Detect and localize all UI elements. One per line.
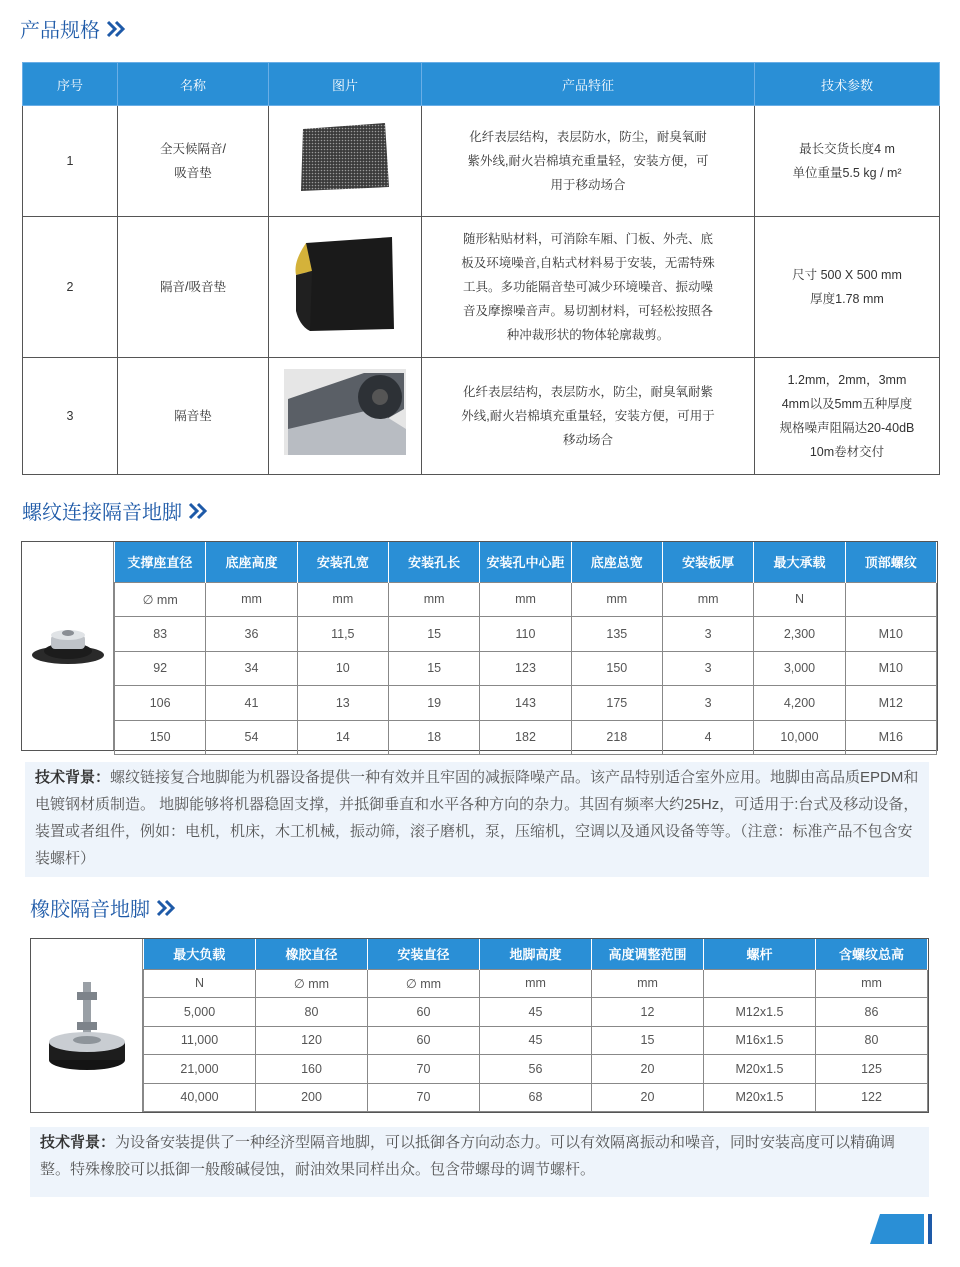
section-title-text: 产品规格 [20, 20, 100, 42]
data-cell: 15 [388, 617, 479, 652]
text-line: 隔音/吸音垫 [160, 280, 226, 294]
param-cell [755, 106, 940, 217]
param-cell [755, 358, 940, 475]
param-cell [755, 217, 940, 358]
text-line: 1.2mm，2mm，3mm [787, 373, 907, 387]
header-cell: 地脚高度 [480, 939, 592, 969]
text-line: 厚度1.78 mm [810, 292, 884, 306]
text-line: 板及环境噪音,自粘式材料易于安装，无需特殊 [461, 256, 715, 270]
data-cell: 70 [368, 1083, 480, 1112]
header-cell: 支撑座直径 [115, 542, 206, 582]
data-cell: 106 [115, 686, 206, 721]
header-cell: 安装孔宽 [297, 542, 388, 582]
technical-background-note [25, 762, 929, 877]
threaded-mount-header [115, 542, 937, 582]
feature-cell [422, 217, 755, 358]
text-line: 随形粘贴材料，可消除车厢、门板、外壳、底 [462, 232, 713, 246]
section-title-threaded-mount [22, 496, 208, 525]
rolled-mat-image [279, 369, 411, 463]
data-cell: 92 [115, 651, 206, 686]
unit-cell: ∅ mm [256, 969, 368, 998]
table-row [115, 686, 937, 721]
data-cell: 123 [480, 651, 571, 686]
data-cell: 15 [592, 1026, 704, 1055]
unit-cell: ∅ mm [368, 969, 480, 998]
text-line: 音及摩擦噪音声。易切割材料，可轻松按照各 [462, 304, 713, 318]
data-cell: 60 [368, 1026, 480, 1055]
data-cell: 18 [388, 720, 479, 755]
data-cell: 83 [115, 617, 206, 652]
header-cell: 序号 [23, 63, 118, 106]
unit-cell [845, 582, 936, 617]
unit-cell: N [754, 582, 845, 617]
table-row [23, 217, 940, 358]
threaded-mount-table [114, 542, 937, 755]
section-title-text: 橡胶隔音地脚 [30, 899, 150, 921]
data-cell: 4,200 [754, 686, 845, 721]
feature-cell [422, 106, 755, 217]
header-cell: 底座总宽 [571, 542, 662, 582]
data-cell: 3 [662, 651, 753, 686]
data-cell: 4 [662, 720, 753, 755]
double-chevron-icon [156, 899, 176, 917]
text-line: 单位重量5.5 kg / m² [792, 166, 902, 180]
header-cell: 最大承载 [754, 542, 845, 582]
data-cell: 122 [816, 1083, 928, 1112]
header-cell: 高度调整范围 [592, 939, 704, 969]
data-cell: 40,000 [144, 1083, 256, 1112]
unit-cell: mm [662, 582, 753, 617]
data-cell: 120 [256, 1026, 368, 1055]
double-chevron-icon [106, 20, 126, 38]
data-cell: 218 [571, 720, 662, 755]
product-image-cell [269, 358, 422, 475]
data-cell: 36 [206, 617, 297, 652]
header-cell: 橡胶直径 [256, 939, 368, 969]
spec-table [22, 62, 940, 475]
data-cell: 21,000 [144, 1055, 256, 1084]
data-cell: 5,000 [144, 998, 256, 1027]
header-cell: 底座高度 [206, 542, 297, 582]
table-row [144, 1055, 928, 1084]
text-line: 4mm以及5mm五种厚度 [781, 397, 913, 411]
header-cell: 产品特征 [422, 63, 755, 106]
header-cell: 技术参数 [755, 63, 940, 106]
header-cell: 最大负载 [144, 939, 256, 969]
data-cell: 56 [480, 1055, 592, 1084]
data-cell: 19 [388, 686, 479, 721]
data-cell: M12x1.5 [704, 998, 816, 1027]
product-image-cell [269, 106, 422, 217]
units-row [115, 582, 937, 617]
data-cell: 34 [206, 651, 297, 686]
note-label: 技术背景： [40, 1134, 116, 1151]
product-name [118, 358, 269, 475]
note-text: 螺纹链接复合地脚能为机器设备提供一种有效并且牢固的减振降噪产品。该产品特别适合室外应用。地脚由高品质EPDM和电镀钢材质制造。 地脚能够将机器稳固支撑，并抵御垂直和水平各种方向的杂力。其固有频率大约25Hz，可适用于:台式及移动设备，装置或者组件，例如：电机，机床，木工机械，振动筛，滚子磨机，泵，压缩机，空调以及通风设备等等。（注意：标准产品不包含安装螺杆） [35, 769, 919, 867]
table-row [144, 998, 928, 1027]
leveling-foot-image [31, 939, 143, 1112]
header-cell: 图片 [269, 63, 422, 106]
row-number: 3 [23, 358, 118, 475]
text-line: 外线,耐火岩棉填充重量轻，安装方便，可用于 [461, 409, 715, 423]
text-line: 尺寸 500 X 500 mm [792, 268, 902, 282]
technical-background-note [30, 1127, 929, 1197]
note-label: 技术背景： [35, 769, 111, 786]
unit-cell: mm [592, 969, 704, 998]
table-row [144, 1083, 928, 1112]
unit-cell: ∅ mm [115, 582, 206, 617]
data-cell: 182 [480, 720, 571, 755]
data-cell: 80 [256, 998, 368, 1027]
product-image-cell [269, 217, 422, 358]
grey-felt-pad-image [279, 121, 411, 201]
text-line: 规格噪声阻隔达20-40dB [779, 421, 915, 435]
header-cell: 安装直径 [368, 939, 480, 969]
text-line: 化纤表层结构，表层防水，防尘，耐臭氧耐紫 [462, 385, 713, 399]
text-line: 工具。多功能隔音垫可减少环境噪音、振动噪 [462, 280, 713, 294]
data-cell: M20x1.5 [704, 1083, 816, 1112]
table-row [23, 358, 940, 475]
data-cell: 2,300 [754, 617, 845, 652]
data-cell: 3,000 [754, 651, 845, 686]
unit-cell: mm [480, 582, 571, 617]
data-cell: 150 [115, 720, 206, 755]
data-cell: 125 [816, 1055, 928, 1084]
data-cell: 80 [816, 1026, 928, 1055]
data-cell: M12 [845, 686, 936, 721]
unit-cell: mm [480, 969, 592, 998]
data-cell: 160 [256, 1055, 368, 1084]
rubber-mount-table-wrap [30, 938, 929, 1113]
header-cell: 安装板厚 [662, 542, 753, 582]
data-cell: M16x1.5 [704, 1026, 816, 1055]
data-cell: 41 [206, 686, 297, 721]
double-chevron-icon [188, 502, 208, 520]
data-cell: 150 [571, 651, 662, 686]
row-number: 2 [23, 217, 118, 358]
data-cell: 13 [297, 686, 388, 721]
text-line: 用于移动场合 [550, 178, 626, 192]
threaded-mount-image [22, 542, 114, 750]
data-cell: 143 [480, 686, 571, 721]
spec-table-header [23, 63, 940, 106]
data-cell: M16 [845, 720, 936, 755]
header-cell: 顶部螺纹 [845, 542, 936, 582]
text-line: 全天候隔音/ [160, 142, 226, 156]
unit-cell: mm [571, 582, 662, 617]
text-line: 移动场合 [562, 433, 613, 447]
data-cell: 70 [368, 1055, 480, 1084]
unit-cell: mm [388, 582, 479, 617]
data-cell: M10 [845, 651, 936, 686]
unit-cell: mm [816, 969, 928, 998]
data-cell: 135 [571, 617, 662, 652]
unit-cell: mm [297, 582, 388, 617]
product-name [118, 106, 269, 217]
text-line: 紫外线,耐火岩棉填充重量轻，安装方便，可 [467, 154, 709, 168]
header-cell: 安装孔中心距 [480, 542, 571, 582]
feature-cell [422, 358, 755, 475]
data-cell: 3 [662, 617, 753, 652]
data-cell: M10 [845, 617, 936, 652]
note-text: 为设备安装提供了一种经济型隔音地脚，可以抵御各方向动态力。可以有效隔离振动和噪音，同时安装高度可以精确调整。特殊橡胶可以抵御一般酸碱侵蚀，耐油效果同样出众。包含带螺母的调节螺杆。 [40, 1134, 896, 1178]
black-adhesive-mat-image [279, 231, 411, 343]
text-line: 种冲裁形状的物体轮廓裁剪。 [506, 328, 670, 342]
text-line: 吸音垫 [174, 166, 212, 180]
section-title-rubber-mount [30, 893, 176, 922]
section-title-text: 螺纹连接隔音地脚 [22, 502, 182, 524]
data-cell: 15 [388, 651, 479, 686]
text-line: 最长交货长度4 m [799, 142, 895, 156]
data-cell: 68 [480, 1083, 592, 1112]
data-cell: 14 [297, 720, 388, 755]
table-row [115, 720, 937, 755]
data-cell: 175 [571, 686, 662, 721]
unit-cell: N [144, 969, 256, 998]
data-cell: 54 [206, 720, 297, 755]
units-row [144, 969, 928, 998]
data-cell: 20 [592, 1055, 704, 1084]
data-cell: 3 [662, 686, 753, 721]
data-cell: 11,000 [144, 1026, 256, 1055]
section-title-specs [20, 14, 126, 43]
data-cell: 11,5 [297, 617, 388, 652]
data-cell: 10,000 [754, 720, 845, 755]
data-cell: 20 [592, 1083, 704, 1112]
header-cell: 含螺纹总高 [816, 939, 928, 969]
product-name [118, 217, 269, 358]
table-row [115, 651, 937, 686]
data-cell: 110 [480, 617, 571, 652]
text-line: 隔音垫 [174, 409, 212, 423]
table-row [23, 106, 940, 217]
row-number: 1 [23, 106, 118, 217]
text-line: 化纤表层结构，表层防水，防尘，耐臭氧耐 [469, 130, 707, 144]
data-cell: 45 [480, 998, 592, 1027]
header-cell: 螺杆 [704, 939, 816, 969]
unit-cell: mm [206, 582, 297, 617]
table-row [115, 617, 937, 652]
data-cell: 10 [297, 651, 388, 686]
data-cell: 12 [592, 998, 704, 1027]
header-cell: 名称 [118, 63, 269, 106]
text-line: 10m卷材交付 [809, 445, 885, 459]
page-corner-decoration [870, 1214, 932, 1249]
rubber-mount-table [143, 939, 928, 1112]
threaded-mount-table-wrap [21, 541, 938, 751]
data-cell: M20x1.5 [704, 1055, 816, 1084]
header-cell: 安装孔长 [388, 542, 479, 582]
data-cell: 45 [480, 1026, 592, 1055]
data-cell: 200 [256, 1083, 368, 1112]
rubber-mount-header [144, 939, 928, 969]
data-cell: 60 [368, 998, 480, 1027]
table-row [144, 1026, 928, 1055]
data-cell: 86 [816, 998, 928, 1027]
unit-cell [704, 969, 816, 998]
